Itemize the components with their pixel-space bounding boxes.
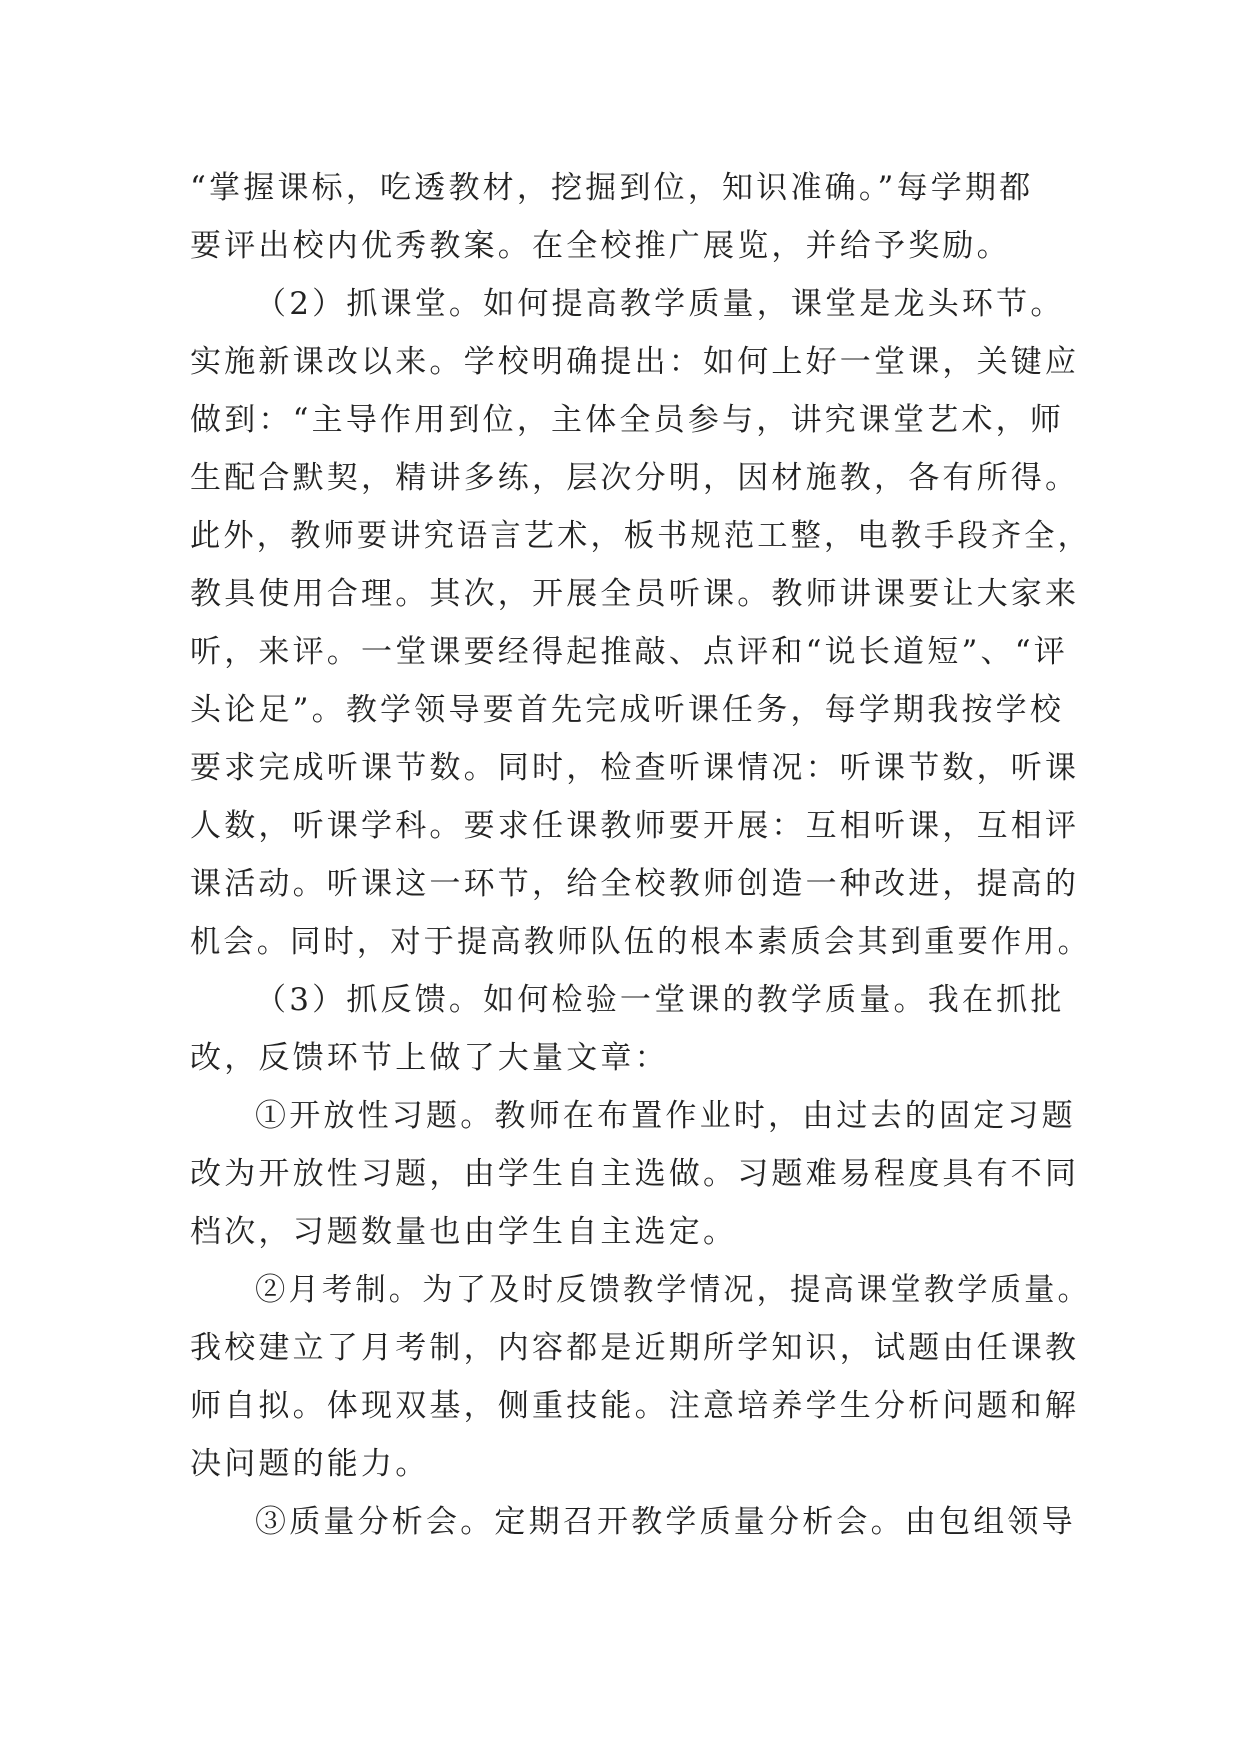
text-line: 人数，听课学科。要求任课教师要开展：互相听课，互相评 xyxy=(190,808,1080,844)
paragraph-start-line: ③质量分析会。定期召开教学质量分析会。由包组领导 xyxy=(255,1504,1076,1540)
text-line: 决问题的能力。 xyxy=(190,1446,430,1482)
text-line: 教具使用合理。其次，开展全员听课。教师讲课要让大家来 xyxy=(190,576,1080,612)
text-line: 做到：“主导作用到位，主体全员参与，讲究课堂艺术，师 xyxy=(190,402,1065,438)
text-line: 师自拟。体现双基，侧重技能。注意培养学生分析问题和解 xyxy=(190,1388,1080,1424)
paragraph-start-line: ①开放性习题。教师在布置作业时，由过去的固定习题 xyxy=(255,1098,1076,1134)
text-line: 改，反馈环节上做了大量文章： xyxy=(190,1040,669,1076)
text-line: 我校建立了月考制，内容都是近期所学知识，试题由任课教 xyxy=(190,1330,1080,1366)
text-line: 要评出校内优秀教案。在全校推广展览，并给予奖励。 xyxy=(190,228,1011,264)
text-line: 课活动。听课这一环节，给全校教师创造一种改进，提高的 xyxy=(190,866,1080,902)
text-line: 头论足”。教学领导要首先完成听课任务，每学期我按学校 xyxy=(190,692,1065,728)
text-line: “掌握课标，吃透教材，挖掘到位，知识准确。”每学期都 xyxy=(190,170,1034,206)
paragraph-start-line: （2）抓课堂。如何提高教学质量，课堂是龙头环节。 xyxy=(255,286,1065,322)
text-line: 档次，习题数量也由学生自主选定。 xyxy=(190,1214,738,1250)
paragraph-start-line: （3）抓反馈。如何检验一堂课的教学质量。我在抓批 xyxy=(255,982,1065,1018)
text-line: 机会。同时，对于提高教师队伍的根本素质会其到重要作用。 xyxy=(190,924,1091,960)
text-line: 实施新课改以来。学校明确提出：如何上好一堂课，关键应 xyxy=(190,344,1080,380)
text-line: 生配合默契，精讲多练，层次分明，因材施教，各有所得。 xyxy=(190,460,1080,496)
text-line: 要求完成听课节数。同时，检查听课情况：听课节数，听课 xyxy=(190,750,1080,786)
paragraph-start-line: ②月考制。为了及时反馈教学情况，提高课堂教学质量。 xyxy=(255,1272,1091,1308)
text-line: 听，来评。一堂课要经得起推敲、点评和“说长道短”、“评 xyxy=(190,634,1068,670)
text-line: 此外，教师要讲究语言艺术，板书规范工整，电教手段齐全， xyxy=(190,518,1091,554)
text-line: 改为开放性习题，由学生自主选做。习题难易程度具有不同 xyxy=(190,1156,1080,1192)
